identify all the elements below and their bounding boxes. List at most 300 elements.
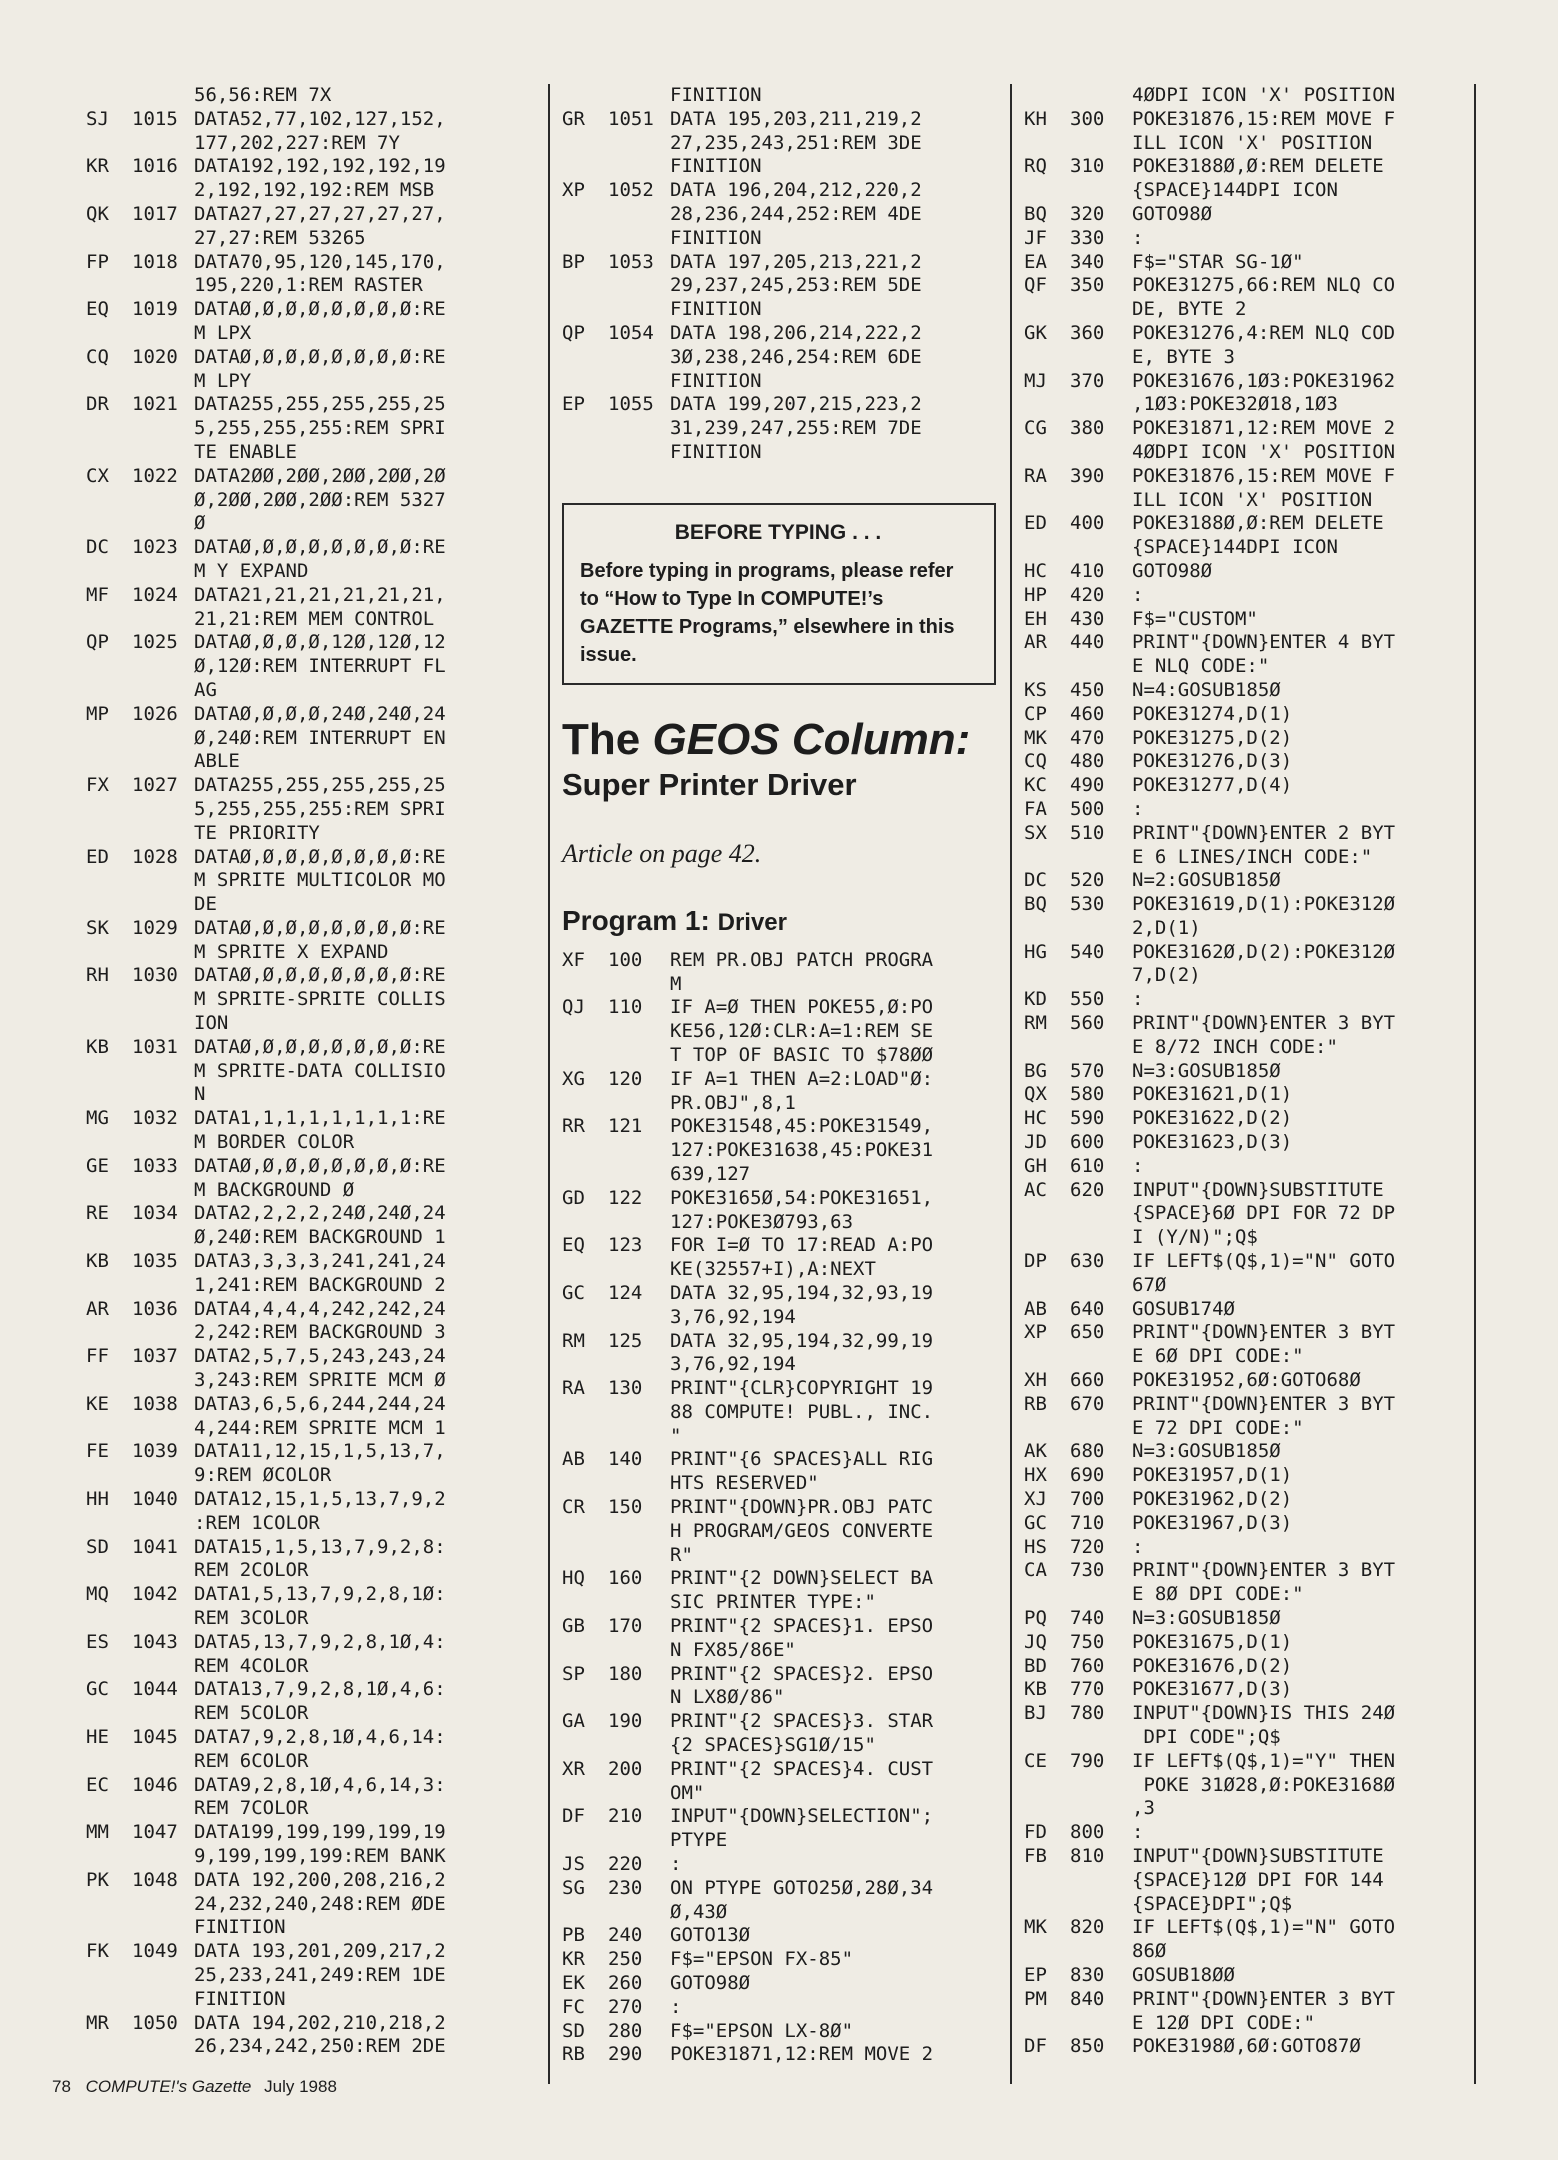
checksum-code [1024,655,1070,679]
code-text: DE [194,893,217,916]
line-number [1070,964,1132,988]
code-text: GOTO98Ø [1132,559,1213,582]
checksum-code: FA [1024,797,1047,820]
code-text: FINITION [670,84,762,106]
listing-line [1024,988,1484,1012]
line-number: 1034 [132,1202,178,1225]
code-text: DATA 198,206,214,222,2 [670,321,922,344]
code-text: POKE31957,D(1) [1132,1464,1293,1487]
listing-line [86,227,526,251]
program-heading [562,905,1002,937]
line-number [132,1845,194,1869]
listing-line [1024,512,1484,536]
code-text: FINITION [194,1987,286,2010]
listing-line [1024,1964,1484,1988]
code-text: POKE31276,D(3) [1132,750,1293,773]
listing-line [1024,155,1484,179]
listing-line [562,108,1002,132]
checksum-code: RA [1024,464,1047,487]
checksum-code: SX [1024,821,1047,844]
code-text: POKE3198Ø,6Ø:GOTO87Ø [1132,2035,1361,2058]
checksum-code [1024,2012,1070,2036]
checksum-code: FK [86,1940,109,1963]
listing-line [86,1631,526,1655]
program-name: Driver [717,908,787,936]
listing-line [1024,1440,1484,1464]
listing-line [86,1702,526,1726]
checksum-code [86,2035,132,2059]
checksum-code [86,179,132,203]
code-text: DATA192,192,192,192,19 [194,155,446,178]
code-text: DATA11,12,15,1,5,13,7, [194,1440,446,1463]
line-number [132,274,194,298]
listing-line [562,1377,1002,1401]
checksum-code: SP [562,1662,585,1685]
line-number: 260 [608,1972,643,1995]
checksum-code: JD [1024,1131,1047,1154]
line-number: 1030 [132,964,178,987]
code-text: INPUT"{DOWN}SELECTION"; [670,1805,934,1828]
listing-line [1024,1345,1484,1369]
checksum-code: AC [1024,1178,1047,1201]
checksum-code [562,1092,608,1116]
line-number [1070,1345,1132,1369]
listing-line [1024,274,1484,298]
line-number: 1046 [132,1773,178,1796]
listing-line [1024,1012,1484,1036]
code-text: DATA52,77,102,127,152, [194,107,446,130]
code-text: PR.OBJ",8,1 [670,1091,796,1114]
checksum-code: AK [1024,1440,1047,1463]
listing-line [562,155,1002,179]
checksum-code: CA [1024,1559,1047,1582]
checksum-code [86,798,132,822]
code-text: POKE3162Ø,D(2):POKE312Ø [1132,940,1396,963]
listing-line [1024,393,1484,417]
listing-line [86,703,526,727]
checksum-code: CR [562,1496,585,1519]
listing-line [86,1774,526,1798]
checksum-code [1024,298,1070,322]
checksum-code: GK [1024,321,1047,344]
code-text: FINITION [670,226,762,249]
listing-line [86,1869,526,1893]
listing-line [562,1567,1002,1591]
listing-line [562,1496,1002,1520]
line-number: 690 [1070,1464,1105,1487]
code-text: KE56,12Ø:CLR:A=1:REM SE [670,1020,934,1043]
line-number [608,1591,670,1615]
checksum-code [86,822,132,846]
checksum-code: QP [562,321,585,344]
code-text: POKE31871,12:REM MOVE 2 [1132,417,1396,440]
code-text: PRINT"{DOWN}PR.OBJ PATC [670,1496,934,1519]
code-text: PTYPE [670,1829,728,1852]
code-text: : [1132,797,1144,820]
before-typing-box [562,503,996,685]
code-text: DATA 32,95,194,32,99,19 [670,1329,934,1352]
checksum-code: SK [86,916,109,939]
listing-line [1024,560,1484,584]
listing-line [562,1448,1002,1472]
code-text: POKE31276,4:REM NLQ COD [1132,321,1396,344]
listing-line [86,1179,526,1203]
checksum-code [86,1988,132,2012]
checksum-code: QK [86,202,109,225]
checksum-code: RB [1024,1392,1047,1415]
line-number: 460 [1070,702,1105,725]
code-text: 4,244:REM SPRITE MCM 1 [194,1416,446,1439]
listing-line [562,1734,1002,1758]
checksum-code [562,1544,608,1568]
code-text: F$="STAR SG-1Ø" [1132,250,1304,273]
checksum-code [562,1425,608,1449]
code-text: {SPACE}12Ø DPI FOR 144 [1132,1868,1384,1891]
checksum-code [1024,132,1070,156]
listing-line [86,1107,526,1131]
line-number [132,798,194,822]
line-number: 1049 [132,1940,178,1963]
listing-line [562,1710,1002,1734]
code-text: M LPY [194,369,252,392]
listing-line [86,988,526,1012]
checksum-code: EQ [562,1234,585,1257]
listing-line [86,1393,526,1417]
checksum-code [86,1417,132,1441]
code-text: 26,234,242,250:REM 2DE [194,2035,446,2058]
code-text: 5,255,255,255:REM SPRI [194,797,446,820]
line-number [1070,393,1132,417]
checksum-code: EK [562,1972,585,1995]
checksum-code: ES [86,1630,109,1653]
line-number: 1037 [132,1345,178,1368]
checksum-code: CG [1024,417,1047,440]
code-text: :REM 1COLOR [194,1511,320,1534]
code-text: 86Ø [1132,1940,1167,1963]
listing-line [86,1226,526,1250]
line-number [608,973,670,997]
listing-line [86,1036,526,1060]
checksum-code [86,1131,132,1155]
checksum-code: KS [1024,678,1047,701]
checksum-code: XP [562,179,585,202]
listing-line [1024,1464,1484,1488]
code-text: INPUT"{DOWN}IS THIS 24Ø [1132,1702,1396,1725]
listing-line [1024,1988,1484,2012]
line-number [132,227,194,251]
checksum-code [1024,1274,1070,1298]
listing-line [562,393,1002,417]
code-text: 127:POKE3Ø793,63 [670,1210,854,1233]
checksum-code [1024,1893,1070,1917]
code-text: M SPRITE-DATA COLLISIO [194,1059,446,1082]
line-number: 510 [1070,821,1105,844]
line-number: 660 [1070,1369,1105,1392]
line-number: 250 [608,1948,643,1971]
listing-line [1024,1226,1484,1250]
checksum-code [562,298,608,322]
checksum-code: KR [562,1948,585,1971]
section-subtitle: Super Printer Driver [562,766,857,802]
listing-line [86,679,526,703]
listing-line [1024,1702,1484,1726]
listing-line [1024,227,1484,251]
checksum-code: MG [86,1107,109,1130]
listing-continued [562,84,1002,465]
code-text: POKE31275,D(2) [1132,726,1293,749]
line-number [132,1559,194,1583]
listing-line [562,2043,1002,2067]
checksum-code: PK [86,1868,109,1891]
line-number [608,203,670,227]
listing-line [1024,1750,1484,1774]
code-text: : [1132,583,1144,606]
listing-line [86,1797,526,1821]
line-number: 1044 [132,1678,178,1701]
listing-line [86,822,526,846]
line-number: 430 [1070,607,1105,630]
checksum-code [86,608,132,632]
line-number [608,1544,670,1568]
code-text: 7,D(2) [1132,964,1201,987]
listing-line [1024,869,1484,893]
code-text: POKE31876,15:REM MOVE F [1132,464,1396,487]
code-text: POKE3188Ø,Ø:REM DELETE [1132,512,1384,535]
code-text: 639,127 [670,1162,751,1185]
listing-line [1024,1179,1484,1203]
checksum-code: EA [1024,250,1047,273]
listing-line [1024,608,1484,632]
code-text: M SPRITE-SPRITE COLLIS [194,988,446,1011]
line-number: 360 [1070,321,1105,344]
listing-line [86,1845,526,1869]
code-text: POKE31876,15:REM MOVE F [1132,107,1396,130]
code-text: N LX8Ø/86" [670,1686,785,1709]
code-text: POKE31677,D(3) [1132,1678,1293,1701]
line-number [608,1425,670,1449]
line-number [132,1464,194,1488]
checksum-code: HQ [562,1567,585,1590]
listing-line [1024,84,1484,108]
line-number: 330 [1070,226,1105,249]
checksum-code: HP [1024,583,1047,606]
listing-line [1024,417,1484,441]
listing-line [86,1821,526,1845]
checksum-code [86,370,132,394]
program-listing [562,949,1002,2067]
listing-line [86,1488,526,1512]
checksum-code: MM [86,1821,109,1844]
code-text: F$="CUSTOM" [1132,607,1258,630]
listing-line [1024,1774,1484,1798]
code-text: DATAØ,Ø,Ø,Ø,Ø,Ø,Ø,Ø:RE [194,1035,446,1058]
checksum-code [1024,393,1070,417]
checksum-code: DR [86,393,109,416]
listing-line [86,1083,526,1107]
listing-line [562,1187,1002,1211]
code-text: INPUT"{DOWN}SUBSTITUTE [1132,1844,1384,1867]
line-number [608,1734,670,1758]
code-text: : [1132,1535,1144,1558]
code-text: DATAØ,Ø,Ø,Ø,Ø,Ø,Ø,Ø:RE [194,1154,446,1177]
listing-line [86,1536,526,1560]
checksum-code: DP [1024,1250,1047,1273]
listing-line [562,1258,1002,1282]
code-text: {SPACE}144DPI ICON [1132,179,1338,202]
line-number: 270 [608,1995,643,2018]
code-text: REM 5COLOR [194,1702,309,1725]
code-text: DE, BYTE 2 [1132,298,1247,321]
checksum-code: JF [1024,226,1047,249]
line-number [608,298,670,322]
listing-line [86,560,526,584]
code-text: M SPRITE MULTICOLOR MO [194,869,446,892]
code-text: 3Ø,238,246,254:REM 6DE [670,345,922,368]
line-number [132,1131,194,1155]
listing-line [86,179,526,203]
checksum-code [86,1226,132,1250]
code-text: 2,242:REM BACKGROUND 3 [194,1321,446,1344]
code-text: N=3:GOSUB185Ø [1132,1607,1281,1629]
checksum-code: MK [1024,1916,1047,1939]
checksum-code [562,155,608,179]
checksum-code [86,1012,132,1036]
listing-line [562,1211,1002,1235]
column-divider-2 [1010,84,1012,2084]
line-number: 230 [608,1876,643,1899]
page-number: 78 [52,2077,71,2096]
code-text: REM 6COLOR [194,1749,309,1772]
checksum-code [562,203,608,227]
code-text: DATA4,4,4,4,242,242,24 [194,1297,446,1320]
line-number: 100 [608,948,643,971]
checksum-code: MF [86,583,109,606]
checksum-code: PB [562,1924,585,1947]
code-text: POKE31277,D(4) [1132,774,1293,797]
line-number: 1027 [132,774,178,797]
checksum-code: FB [1024,1844,1047,1867]
line-number [1070,298,1132,322]
code-text: DATAØ,Ø,Ø,Ø,Ø,Ø,Ø,Ø:RE [194,345,446,368]
listing-line [562,1996,1002,2020]
listing-line [1024,1869,1484,1893]
checksum-code: EH [1024,607,1047,630]
code-text: 3,243:REM SPRITE MCM Ø [194,1369,446,1392]
listing-line [562,1663,1002,1687]
listing-line [86,1155,526,1179]
line-number: 1038 [132,1392,178,1415]
listing-line [86,1321,526,1345]
checksum-code: XP [1024,1321,1047,1344]
listing-line [562,132,1002,156]
code-text: AG [194,678,217,701]
line-number [608,441,670,465]
code-text: N FX85/86E" [670,1638,796,1661]
line-number [1070,179,1132,203]
checksum-code [86,560,132,584]
line-number [608,274,670,298]
line-number: 610 [1070,1154,1105,1177]
line-number: 1024 [132,583,178,606]
code-text: ION [194,1012,229,1035]
code-text: : [670,1853,682,1876]
checksum-code [86,869,132,893]
listing-line [86,1988,526,2012]
checksum-code [86,727,132,751]
code-text: DATA1,1,1,1,1,1,1,1:RE [194,1107,446,1130]
checksum-code: CQ [1024,750,1047,773]
line-number: 490 [1070,774,1105,797]
listing-line [86,108,526,132]
line-number: 730 [1070,1559,1105,1582]
code-text: IF A=Ø THEN POKE55,Ø:PO [670,996,934,1019]
code-text: PRINT"{DOWN}ENTER 3 BYT [1132,1392,1396,1415]
line-number: 1033 [132,1154,178,1177]
checksum-code: XJ [1024,1488,1047,1511]
listing-line [86,846,526,870]
checksum-code [1024,1202,1070,1226]
checksum-code: FC [562,1995,585,2018]
line-number: 1021 [132,393,178,416]
checksum-code: EQ [86,298,109,321]
code-text: PRINT"{CLR}COPYRIGHT 19 [670,1377,934,1400]
code-text: DATAØ,Ø,Ø,Ø,Ø,Ø,Ø,Ø:RE [194,964,446,987]
code-text: N=2:GOSUB185Ø [1132,869,1281,892]
code-text: FINITION [670,440,762,463]
line-number [1070,84,1132,108]
code-text: GOTO98Ø [1132,202,1213,225]
listing-line [562,1686,1002,1710]
line-number [608,84,670,108]
line-number [132,322,194,346]
code-text: {2 SPACES}SG1Ø/15" [670,1734,876,1757]
checksum-code: FD [1024,1821,1047,1844]
checksum-code [86,227,132,251]
code-text: PRINT"{DOWN}ENTER 3 BYT [1132,1559,1396,1582]
listing-line [562,1163,1002,1187]
line-number [608,1211,670,1235]
code-text: PRINT"{DOWN}ENTER 4 BYT [1132,631,1396,654]
code-text: T TOP OF BASIC TO $78ØØ [670,1043,934,1066]
listing-line [562,1948,1002,1972]
code-text: DATAØ,Ø,Ø,Ø,Ø,Ø,Ø,Ø:RE [194,916,446,939]
checksum-code: GB [562,1615,585,1638]
code-text: Ø,2ØØ,2ØØ,2ØØ:REM 5327 [194,488,446,511]
listing-line [1024,727,1484,751]
line-number: 380 [1070,417,1105,440]
checksum-code [562,1520,608,1544]
line-number: 310 [1070,155,1105,178]
code-text: Ø,12Ø:REM INTERRUPT FL [194,655,446,678]
program-label: Program 1: [562,904,710,936]
listing-line [86,203,526,227]
listing-line [562,1044,1002,1068]
code-text: R" [670,1543,693,1566]
line-number [608,1401,670,1425]
listing-line [86,1964,526,1988]
checksum-code [86,1321,132,1345]
section-title-plain: The [562,714,653,764]
checksum-code: HS [1024,1535,1047,1558]
checksum-code [1024,1797,1070,1821]
line-number [132,750,194,774]
code-text: 56,56:REM 7X [194,84,332,106]
listing-line [1024,179,1484,203]
checksum-code [562,274,608,298]
checksum-code: GE [86,1154,109,1177]
code-text: N=3:GOSUB185Ø [1132,1059,1281,1082]
line-number [1070,1893,1132,1917]
